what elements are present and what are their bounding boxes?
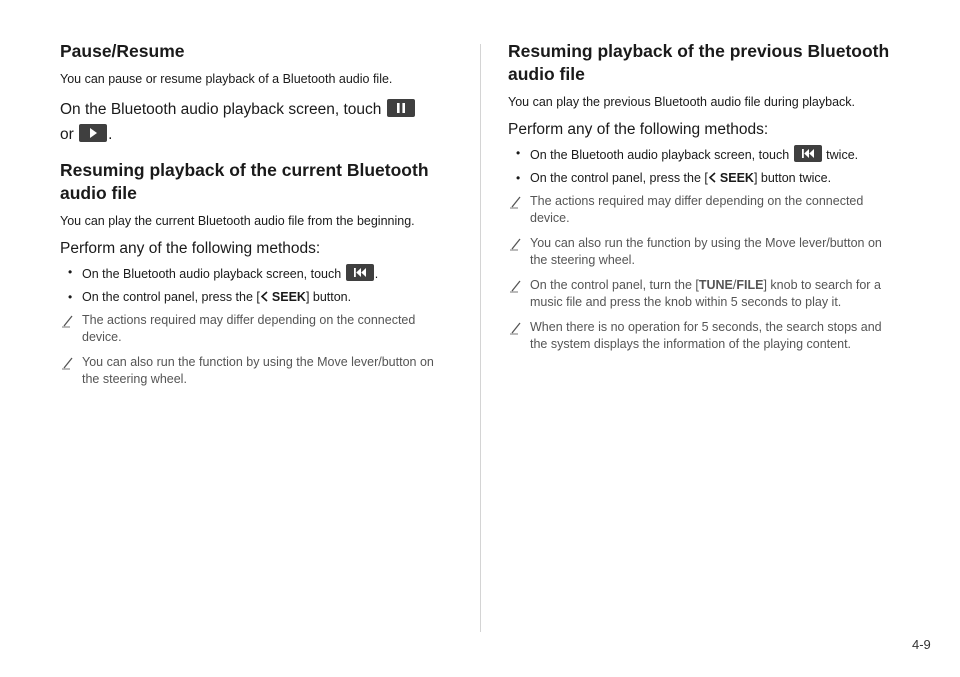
key-separator: / (732, 278, 737, 292)
instruction-or: or (60, 126, 74, 143)
skip-previous-icon (346, 264, 374, 281)
note-pencil-icon (509, 237, 523, 251)
resume-previous-title: Resuming playback of the previous Bluetooth audio file (508, 41, 890, 84)
chevron-left-icon (708, 172, 717, 183)
instruction-prefix: On the Bluetooth audio playback screen, touch (60, 101, 382, 118)
column-divider (480, 44, 481, 632)
note (508, 319, 900, 353)
skip-previous-icon (794, 145, 822, 162)
tune-key-label: TUNE (698, 278, 733, 292)
resume-previous-methods-list (508, 145, 900, 187)
note-text: The actions required may differ depending on the connected device. (530, 194, 864, 225)
note (508, 235, 900, 269)
note-text: You can also run the function by using the Move lever/button on the steering wheel. (82, 355, 434, 386)
note-pencil-icon (509, 195, 523, 209)
list-item (508, 170, 900, 187)
pause-resume-intro: You can pause or resume playback of a Bluetooth audio file. (60, 72, 393, 86)
page-number: 4-9 (912, 637, 931, 652)
resume-current-title: Resuming playback of the current Bluetooth audio file (60, 160, 429, 203)
note-pencil-icon (61, 314, 75, 328)
chevron-left-icon (260, 291, 269, 302)
note (508, 277, 900, 311)
bullet-suffix: ] button twice. (753, 171, 832, 185)
bullet-suffix: twice. (826, 148, 859, 162)
list-item (60, 289, 452, 306)
resume-current-methods-list (60, 264, 452, 306)
note-text: When there is no operation for 5 seconds, the search stops and the system displays the information of the playing content. (530, 320, 882, 351)
resume-current-intro: You can play the current Bluetooth audio file from the beginning. (60, 214, 415, 228)
pause-resume-title: Pause/Resume (60, 41, 185, 61)
resume-current-methods-heading: Perform any of the following methods: (60, 240, 321, 257)
note-pencil-icon (509, 279, 523, 293)
resume-previous-intro: You can play the previous Bluetooth audio file during playback. (508, 95, 855, 109)
bullet-text: On the Bluetooth audio playback screen, touch (82, 267, 342, 281)
seek-key-label: SEEK (719, 171, 754, 185)
list-item (508, 145, 900, 164)
note-text-suffix: ] knob to search for a music file and press the knob within 5 seconds to play it. (530, 278, 881, 309)
bullet-suffix: . (374, 267, 379, 281)
bullet-suffix: ] button. (305, 290, 352, 304)
note (60, 312, 452, 346)
note-text: The actions required may differ depending on the connected device. (82, 313, 416, 344)
note-pencil-icon (509, 321, 523, 335)
resume-previous-methods-heading: Perform any of the following methods: (508, 121, 769, 138)
note-pencil-icon (61, 356, 75, 370)
pause-icon (387, 99, 415, 117)
bullet-text: On the Bluetooth audio playback screen, touch (530, 148, 790, 162)
seek-key-label: SEEK (271, 290, 306, 304)
note (508, 193, 900, 227)
left-column (60, 40, 452, 396)
right-column (508, 40, 900, 361)
play-icon (79, 124, 107, 142)
note-text: You can also run the function by using the Move lever/button on the steering wheel. (530, 236, 882, 267)
file-key-label: FILE (736, 278, 764, 292)
instruction-end: . (108, 126, 113, 143)
note (60, 354, 452, 388)
pause-resume-instruction (60, 97, 452, 147)
bullet-text: On the control panel, press the [ (530, 171, 708, 185)
bullet-text: On the control panel, press the [ (82, 290, 260, 304)
list-item (60, 264, 452, 283)
note-text: On the control panel, turn the [ (530, 278, 699, 292)
